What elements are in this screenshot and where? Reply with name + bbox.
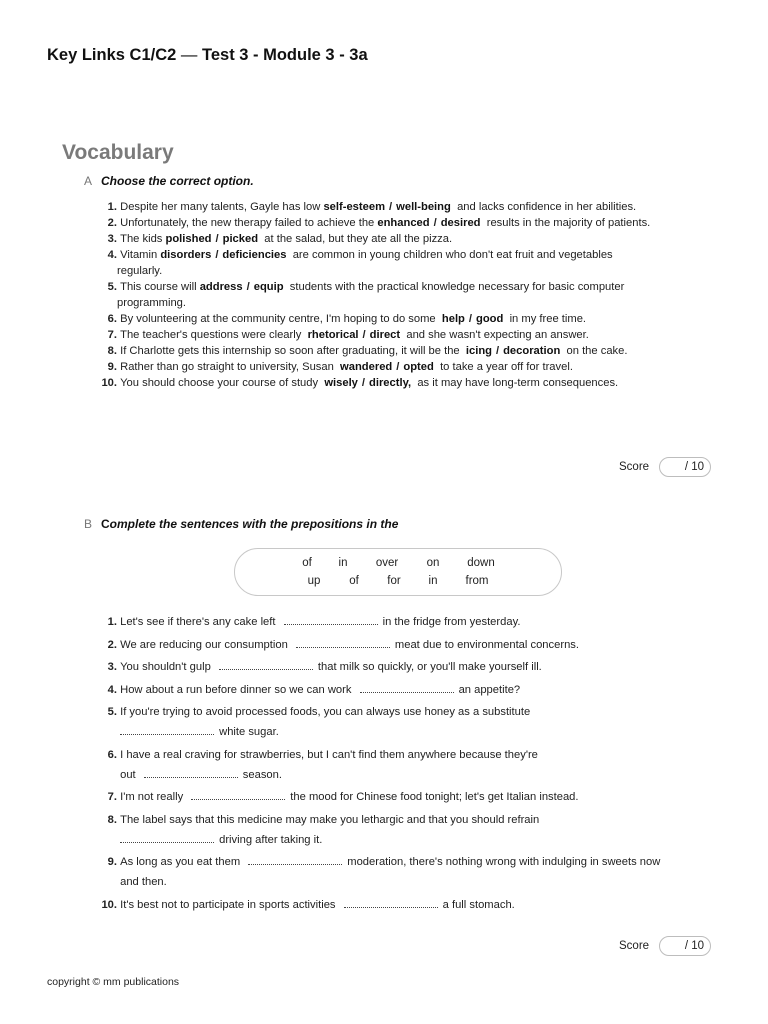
exercise-b-letter: B: [84, 517, 93, 531]
list-item: 10. It's best not to participate in sports activities a full stomach.: [94, 895, 714, 915]
list-item: 5. This course will address / equip students with the practical knowledge necessary for basic computer programming.: [94, 279, 714, 311]
list-item: 2. We are reducing our consumption meat due to environmental concerns.: [94, 635, 714, 655]
exercise-a-score: [619, 457, 711, 477]
item-number: 2.: [107, 217, 117, 229]
score-box: [659, 457, 711, 477]
word-chip: down: [467, 557, 495, 569]
word-chip: up: [307, 575, 321, 587]
answer-blank[interactable]: [344, 896, 438, 908]
item-number: 4.: [107, 249, 117, 261]
list-item: 5. If you're trying to avoid processed foods, you can always use honey as a substitute white sugar.: [94, 702, 714, 742]
item-number: 2.: [107, 638, 117, 651]
document-title: [47, 46, 368, 65]
option-1[interactable]: icing: [465, 345, 492, 357]
answer-blank[interactable]: [120, 831, 214, 843]
answer-blank[interactable]: [191, 788, 285, 800]
list-item: 2. Unfortunately, the new therapy failed to achieve the enhanced / desired results in the majority of patients.: [94, 215, 714, 231]
item-number: 6.: [107, 313, 117, 325]
title-main: Key Links C1/C2: [47, 46, 177, 64]
option-2[interactable]: decoration: [503, 345, 561, 357]
list-item: 1. Let's see if there's any cake left in the fridge from yesterday.: [94, 612, 714, 632]
list-item: 6. I have a real craving for strawberries, but I can't find them anywhere because they're out season.: [94, 745, 714, 785]
item-number: 10.: [101, 898, 117, 911]
item-number: 3.: [107, 233, 117, 245]
title-dash: —: [176, 46, 202, 64]
exercise-b-list: [94, 612, 714, 917]
answer-blank[interactable]: [120, 723, 214, 735]
word-chip: in: [428, 575, 438, 587]
item-number: 6.: [107, 748, 117, 761]
section-heading: Vocabulary: [62, 141, 174, 164]
list-item: 6. By volunteering at the community centre, I'm hoping to do some help / good in my free time.: [94, 311, 714, 327]
option-2[interactable]: picked: [222, 233, 259, 245]
answer-blank[interactable]: [248, 853, 342, 865]
score-label: Score: [619, 940, 650, 952]
option-2[interactable]: deficiencies: [222, 249, 287, 261]
option-1[interactable]: enhanced: [377, 217, 430, 229]
item-number: 5.: [107, 706, 117, 718]
list-item: 7. The teacher's questions were clearly rhetorical / direct and she wasn't expecting an answer.: [94, 327, 714, 343]
option-2[interactable]: opted: [403, 361, 434, 373]
word-chip: for: [387, 575, 401, 587]
item-number: 3.: [107, 661, 117, 673]
option-1[interactable]: rhetorical: [307, 329, 359, 341]
option-2[interactable]: direct: [369, 329, 401, 341]
option-2[interactable]: well-being: [396, 201, 451, 213]
option-1[interactable]: wisely: [324, 377, 358, 389]
score-value: / 10: [684, 940, 705, 952]
word-chip: of: [349, 575, 359, 587]
list-item: 4. Vitamin disorders / deficiencies are common in young children who don't eat fruit and vegetables regularly.: [94, 247, 714, 279]
list-item: 8. The label says that this medicine may make you lethargic and that you should refrain driving after taking it.: [94, 810, 714, 850]
list-item: 4. How about a run before dinner so we can work an appetite?: [94, 680, 714, 700]
copyright-footer: copyright © mm publications: [47, 976, 180, 988]
exercise-a-letter: A: [84, 174, 93, 188]
item-number: 10.: [101, 377, 117, 389]
option-1[interactable]: disorders: [160, 249, 212, 261]
list-item: 10. You should choose your course of study wisely / directly, as it may have long-term consequences.: [94, 375, 714, 391]
word-chip: over: [375, 557, 399, 569]
item-number: 8.: [107, 813, 117, 826]
option-1[interactable]: wandered: [340, 361, 393, 373]
exercise-a-list: [94, 199, 714, 391]
item-number: 4.: [107, 683, 117, 696]
exercise-a-instruction: Choose the correct option.: [101, 174, 254, 188]
word-chip: from: [465, 575, 489, 587]
item-number: 5.: [107, 281, 117, 293]
option-1[interactable]: help: [441, 313, 465, 325]
list-item: 9. As long as you eat them moderation, there's nothing wrong with indulging in sweets now and then.: [94, 852, 714, 892]
list-item: 3. You shouldn't gulp that milk so quickly, or you'll make yourself ill.: [94, 657, 714, 677]
option-1[interactable]: self-esteem: [323, 201, 386, 213]
score-box: [659, 936, 711, 956]
exercise-b-score: [619, 936, 711, 956]
word-box-row-1: [235, 557, 561, 573]
answer-blank[interactable]: [144, 766, 238, 778]
option-2[interactable]: good: [476, 313, 504, 325]
option-2[interactable]: desired: [440, 217, 481, 229]
list-item: 8. If Charlotte gets this internship so soon after graduating, it will be the icing / decoration on the cake.: [94, 343, 714, 359]
list-item: 9. Rather than go straight to university, Susan wandered / opted to take a year off for travel.: [94, 359, 714, 375]
answer-blank[interactable]: [296, 636, 390, 648]
answer-blank[interactable]: [219, 658, 313, 670]
option-1[interactable]: polished: [165, 233, 212, 245]
word-chip: of: [302, 557, 312, 569]
option-2[interactable]: directly,: [369, 377, 412, 389]
word-box: [234, 548, 562, 596]
score-value: / 10: [684, 461, 705, 473]
item-number: 7.: [107, 329, 117, 341]
option-1[interactable]: address: [199, 281, 243, 293]
answer-blank[interactable]: [360, 681, 454, 693]
list-item: 3. The kids polished / picked at the salad, but they ate all the pizza.: [94, 231, 714, 247]
item-number: 7.: [107, 791, 117, 803]
item-number: 1.: [107, 616, 117, 628]
option-2[interactable]: equip: [253, 281, 284, 293]
word-chip: in: [338, 557, 348, 569]
title-rest: Test 3 - Module 3 - 3a: [201, 46, 368, 64]
word-chip: on: [426, 557, 440, 569]
word-box-row-2: [235, 575, 561, 591]
item-number: 8.: [107, 345, 117, 357]
answer-blank[interactable]: [284, 613, 378, 625]
score-label: Score: [619, 461, 650, 473]
exercise-b-instruction: Complete the sentences with the prepositions in the: [101, 517, 399, 531]
item-number: 1.: [107, 201, 117, 213]
list-item: 1. Despite her many talents, Gayle has low self-esteem / well-being and lacks confidence in her abilities.: [94, 199, 714, 215]
list-item: 7. I'm not really the mood for Chinese food tonight; let's get Italian instead.: [94, 787, 714, 807]
item-number: 9.: [107, 361, 117, 373]
item-number: 9.: [107, 856, 117, 868]
